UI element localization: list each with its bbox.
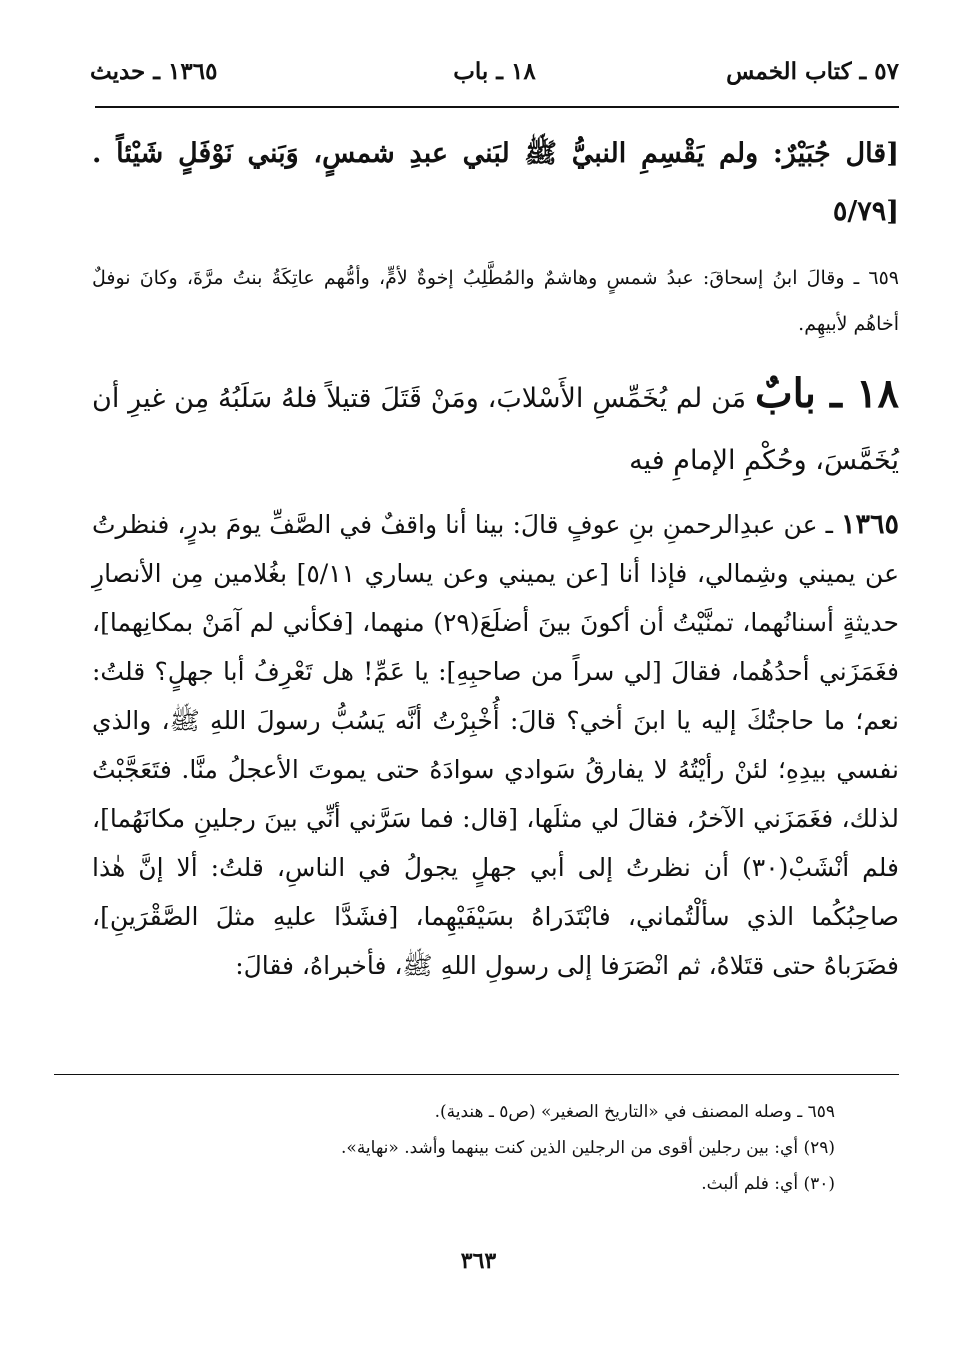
main-text xyxy=(92,125,899,990)
hadith-1365 xyxy=(92,500,899,990)
hadith-number: ١٣٦٥ xyxy=(840,509,899,540)
header-book-title: ٥٧ ـ كتاب الخمس xyxy=(726,58,899,85)
chapter-heading xyxy=(92,363,899,492)
header-rule xyxy=(95,106,899,108)
running-header xyxy=(90,58,899,98)
footnote-29: (٢٩) أي: بين رجلين أقوى من الرجلين الذين كنت بينهما وأشد. «نهاية». xyxy=(341,1138,835,1158)
chapter-title: مَن لم يُخَمِّسِ الأَسْلابَ، ومَنْ قَتَلَ قتيلاً فلهُ سَلَبُهُ مِن غيرِ أن يُخَمَّسَ، وحُكْمِ الإمامِ فيه xyxy=(92,383,899,476)
footnote-30: (٣٠) أي: فلم ألبث. xyxy=(701,1174,835,1194)
header-chapter: ١٨ ـ باب xyxy=(453,58,536,85)
chapter-number: ١٨ ـ بابٌ xyxy=(754,370,899,417)
hadith-text: ـ عن عبدِالرحمنِ بنِ عوفٍ قالَ: بينا أنا واقفٌ في الصَّفِّ يومَ بدرٍ، فنظرتُ عن يميني وشِمالي، فإذا أنا [عن يميني وعن يساري ٥/١١] بغُلامين مِن الأنصارِ حديثةٍ أسنانُهما، تمنَّيْتُ أن أكونَ بينَ أضلَعَ(٢٩) منهما، [فكأني لم آمَنْ بمكانِهما]، فغَمَزَني أحدُهُما، فقالَ [لي سراً من صاحبِهِ]: يا عَمِّ! هل تَعْرِفُ أبا جهلٍ؟ قلتُ: نعم؛ ما حاجتُكَ إليه يا ابنَ أخي؟ قالَ: أُخْبِرْتُ أنَّه يَسُبُّ رسولَ اللهِ ﷺ، والذي نفسي بيدِهِ؛ لئنْ رأيْتُهُ لا يفارقُ سَوادي سوادَهُ حتى يموتَ الأعجلُ منَّا. فتَعَجَّبْتُ لذلك، فغَمَزَني الآخرُ، فقالَ لي مثلَها، [قال: فما سَرَّني أنِّي بينَ رجلينِ مكانَهُما]، فلم أنْشَبْ(٣٠) أن نظرتُ إلى أبي جهلٍ يجولُ في الناسِ، قلتُ: ألا إنَّ هٰذا صاحِبُكُما الذي سألْتُماني، فابْتَدَراهُ بسَيْفَيْهِما، [فشَدَّا عليهِ مثلَ الصَّقْرَينِ]، فضَرَباهُ حتى قتَلاهُ، ثم انْصَرَفا إلى رسولِ اللهِ ﷺ، فأخبراهُ، فقالَ: xyxy=(92,510,900,980)
header-hadith-number: ١٣٦٥ ـ حديث xyxy=(90,58,218,85)
note-659: ٦٥٩ ـ وقالَ ابنُ إسحاقَ: عبدُ شمسٍ وهاشمٌ والمُطَّلِبُ إخوةٌ لأمٍّ، وأمُّهم عاتِكَةُ بنتُ مرَّةَ، وكانَ نوفلٌ أخاهُم لأبيهِم. xyxy=(92,267,899,335)
footnote-rule xyxy=(54,1074,899,1075)
jubayr-quote: [قال جُبَيْرٌ: ولم يَقْسِمِ النبيُّ ﷺ لبَني عبدِ شمسٍ، وَبَني نَوْفَلٍ شَيْئاً .[٥/٧٩ xyxy=(92,138,899,227)
footnotes xyxy=(120,1094,835,1202)
page-number: ٣٦٣ xyxy=(460,1248,497,1274)
footnote-659: ٦٥٩ ـ وصله المصنف في «التاريخ الصغير» (ص٥ ـ هندية). xyxy=(434,1102,835,1122)
